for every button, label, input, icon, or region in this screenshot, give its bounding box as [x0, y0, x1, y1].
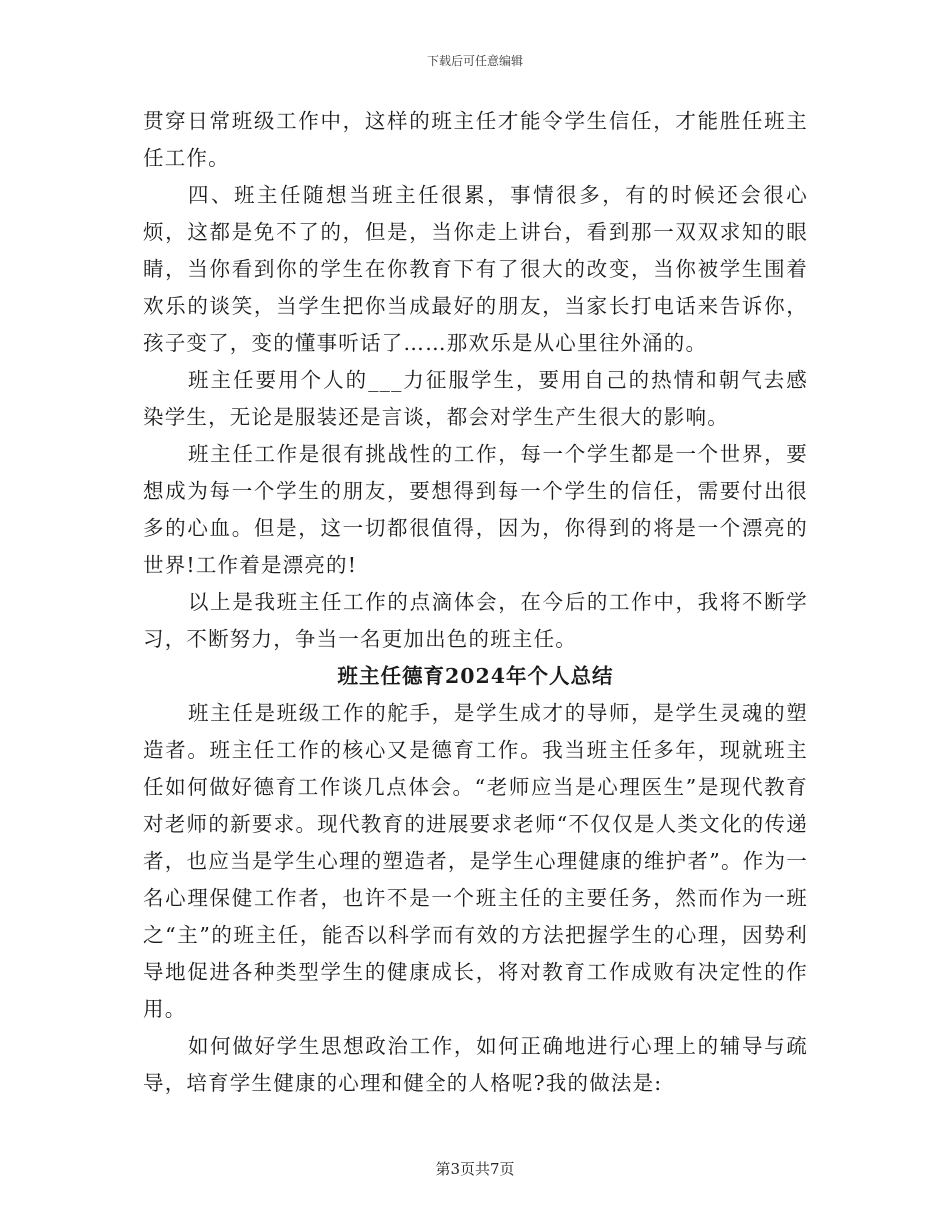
- section-title: 班主任德育2024年个人总结: [337, 664, 614, 688]
- document-body: [143, 103, 808, 1102]
- paragraph-charisma: 班主任要用个人的___力征服学生，要用自己的热情和朝气去感染学生，无论是服装还是言谈，都会对学生产生很大的影响。: [143, 368, 808, 429]
- paragraph-method-intro: 如何做好学生思想政治工作，如何正确地进行心理上的辅导与疏导，培育学生健康的心理和健全的人格呢?我的做法是:: [143, 1034, 808, 1095]
- paragraph-conclusion: 以上是我班主任工作的点滴体会，在今后的工作中，我将不断学习，不断努力，争当一名更加出色的班主任。: [143, 590, 808, 651]
- paragraph-moral-education: 班主任是班级工作的舵手，是学生成才的导师，是学生灵魂的塑造者。班主任工作的核心又是德育工作。我当班主任多年，现就班主任如何做好德育工作谈几点体会。“老师应当是心理医生”是现代教育对老师的新要求。现代教育的进展要求老师“不仅仅是人类文化的传递者，也应当是学生心理的塑造者，是学生心理健康的维护者”。作为一名心理保健工作者，也许不是一个班主任的主要任务，然而作为一班之“主”的班主任，能否以科学而有效的方法把握学生的心理，因势利导地促进各种类型学生的健康成长，将对教育工作成败有决定性的作用。: [143, 701, 808, 1021]
- paragraph-continuation: 贯穿日常班级工作中，这样的班主任才能令学生信任，才能胜任班主任工作。: [143, 109, 808, 170]
- paragraph-section-four: 四、班主任随想当班主任很累，事情很多，有的时候还会很心烦，这都是免不了的，但是，当你走上讲台，看到那一双双求知的眼睛，当你看到你的学生在你教育下有了很大的改变，当你被学生围着欢乐的谈笑，当学生把你当成最好的朋友，当家长打电话来告诉你，孩子变了，变的懂事听话了……那欢乐是从心里往外涌的。: [143, 183, 808, 355]
- paragraph-challenge: 班主任工作是很有挑战性的工作，每一个学生都是一个世界，要想成为每一个学生的朋友，要想得到每一个学生的信任，需要付出很多的心血。但是，这一切都很值得，因为，你得到的将是一个漂亮的世界!工作着是漂亮的!: [143, 442, 808, 577]
- header-note: 下载后可任意编辑: [426, 54, 523, 68]
- page-number: 第3页共7页: [435, 1160, 515, 1178]
